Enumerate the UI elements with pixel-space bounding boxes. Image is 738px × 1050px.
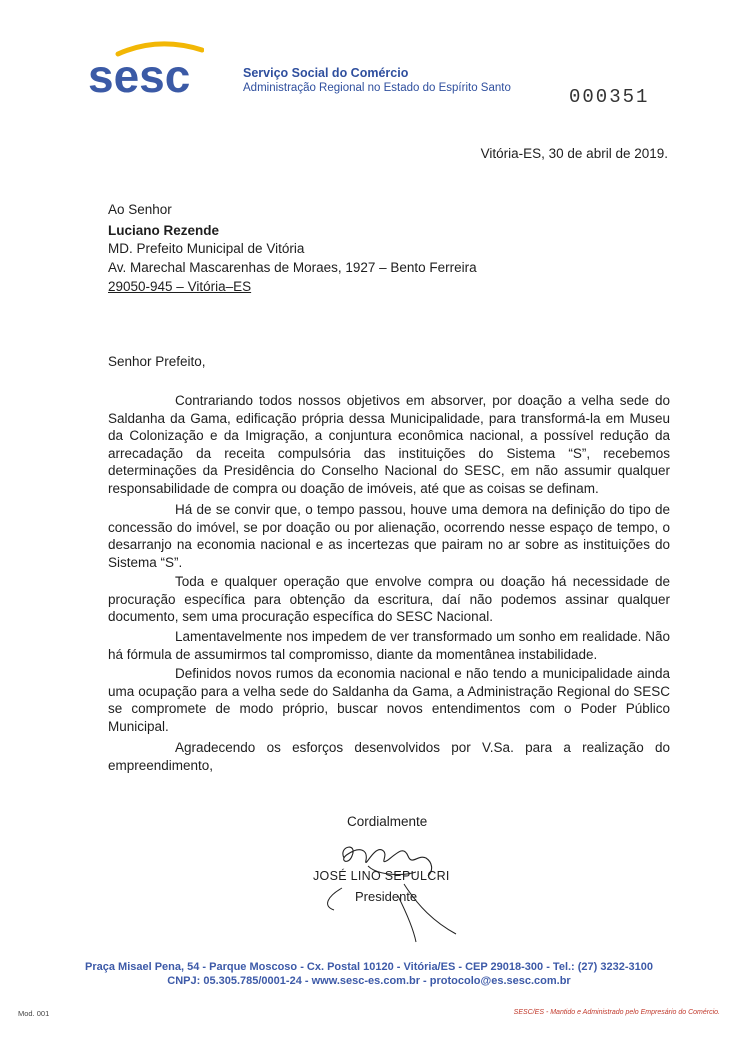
protocol-number: 000351 (569, 86, 650, 108)
body-paragraph-4: Lamentavelmente nos impedem de ver transformado um sonho em realidade. Não há fórmula de assumirmos tal compromisso, diante da momentânea instabilidade. (108, 629, 670, 662)
addressee-street: Av. Marechal Mascarenhas de Moraes, 1927 – Bento Ferreira (108, 260, 477, 275)
body-paragraph-5: Definidos novos rumos da economia nacional e não tendo a municipalidade ainda uma ocupação para a velha sede do Saldanha da Gama, a Administração Regional do SESC se compromete de modo próprio, buscar novos entendimentos com o Poder Público Municipal. (108, 666, 670, 734)
date-line: Vitória-ES, 30 de abril de 2019. (480, 146, 668, 161)
salutation: Senhor Prefeito, (108, 354, 206, 369)
signer-role: Presidente (355, 889, 418, 904)
closing: Cordialmente (347, 814, 428, 829)
org-name: Serviço Social do Comércio (243, 66, 409, 80)
signer-name: JOSÉ LINO SEPULCRI (313, 869, 450, 883)
body-paragraph-1: Contrariando todos nossos objetivos em absorver, por doação a velha sede do Saldanha da Gama, edificação própria dessa Municipalidade, para transformá-la em Museu da Colonização e da Imigração, a conjuntura econômica nacional, a possível redução da arrecadação da receita compulsória das instituições do Sistema “S”, recebemos determinações da Presidência do Conselho Nacional do SESC, em não assumir qualquer responsabilidade de compra ou doação de imóveis, até que as coisas se definam. (108, 393, 670, 496)
footer-tagline: SESC/ES - Mantido e Administrado pelo Empresário do Comércio. (513, 1009, 720, 1016)
body-paragraph-3: Toda e qualquer operação que envolve compra ou doação há necessidade de procuração específica para obtenção da escritura, daí não podemos assinar qualquer documento, sem uma procuração específica do SESC Nacional. (108, 574, 670, 624)
addressee-name: Luciano Rezende (108, 223, 220, 238)
form-model-code: Mod. 001 (18, 1009, 50, 1018)
addressee-zip-city: 29050-945 – Vitória–ES (108, 279, 252, 294)
body-paragraph-6: Agradecendo os esforços desenvolvidos por V.Sa. para a realização do empreendimento, (108, 740, 670, 773)
sesc-logo (88, 38, 204, 100)
logo-wordmark: sesc (88, 50, 191, 100)
org-subtitle: Administração Regional no Estado do Espírito Santo (243, 82, 511, 94)
addressee-greeting: Ao Senhor (108, 202, 172, 217)
footer-contact: CNPJ: 05.305.785/0001-24 - www.sesc-es.com.br - protocolo@es.sesc.com.br (167, 975, 571, 987)
footer-address: Praça Misael Pena, 54 - Parque Moscoso - Cx. Postal 10120 - Vitória/ES - CEP 29018-300 - Tel.: (27) 3232-3100 (85, 961, 653, 973)
addressee-title: MD. Prefeito Municipal de Vitória (108, 241, 305, 256)
body-paragraph-2: Há de se convir que, o tempo passou, houve uma demora na definição do tipo de concessão do imóvel, se por doação ou por alienação, ocorrendo nesse espaço de tempo, o desarranjo na economia nacional e as incertezas que pairam no ar sobre as instituições do Sistema “S”. (108, 502, 670, 570)
